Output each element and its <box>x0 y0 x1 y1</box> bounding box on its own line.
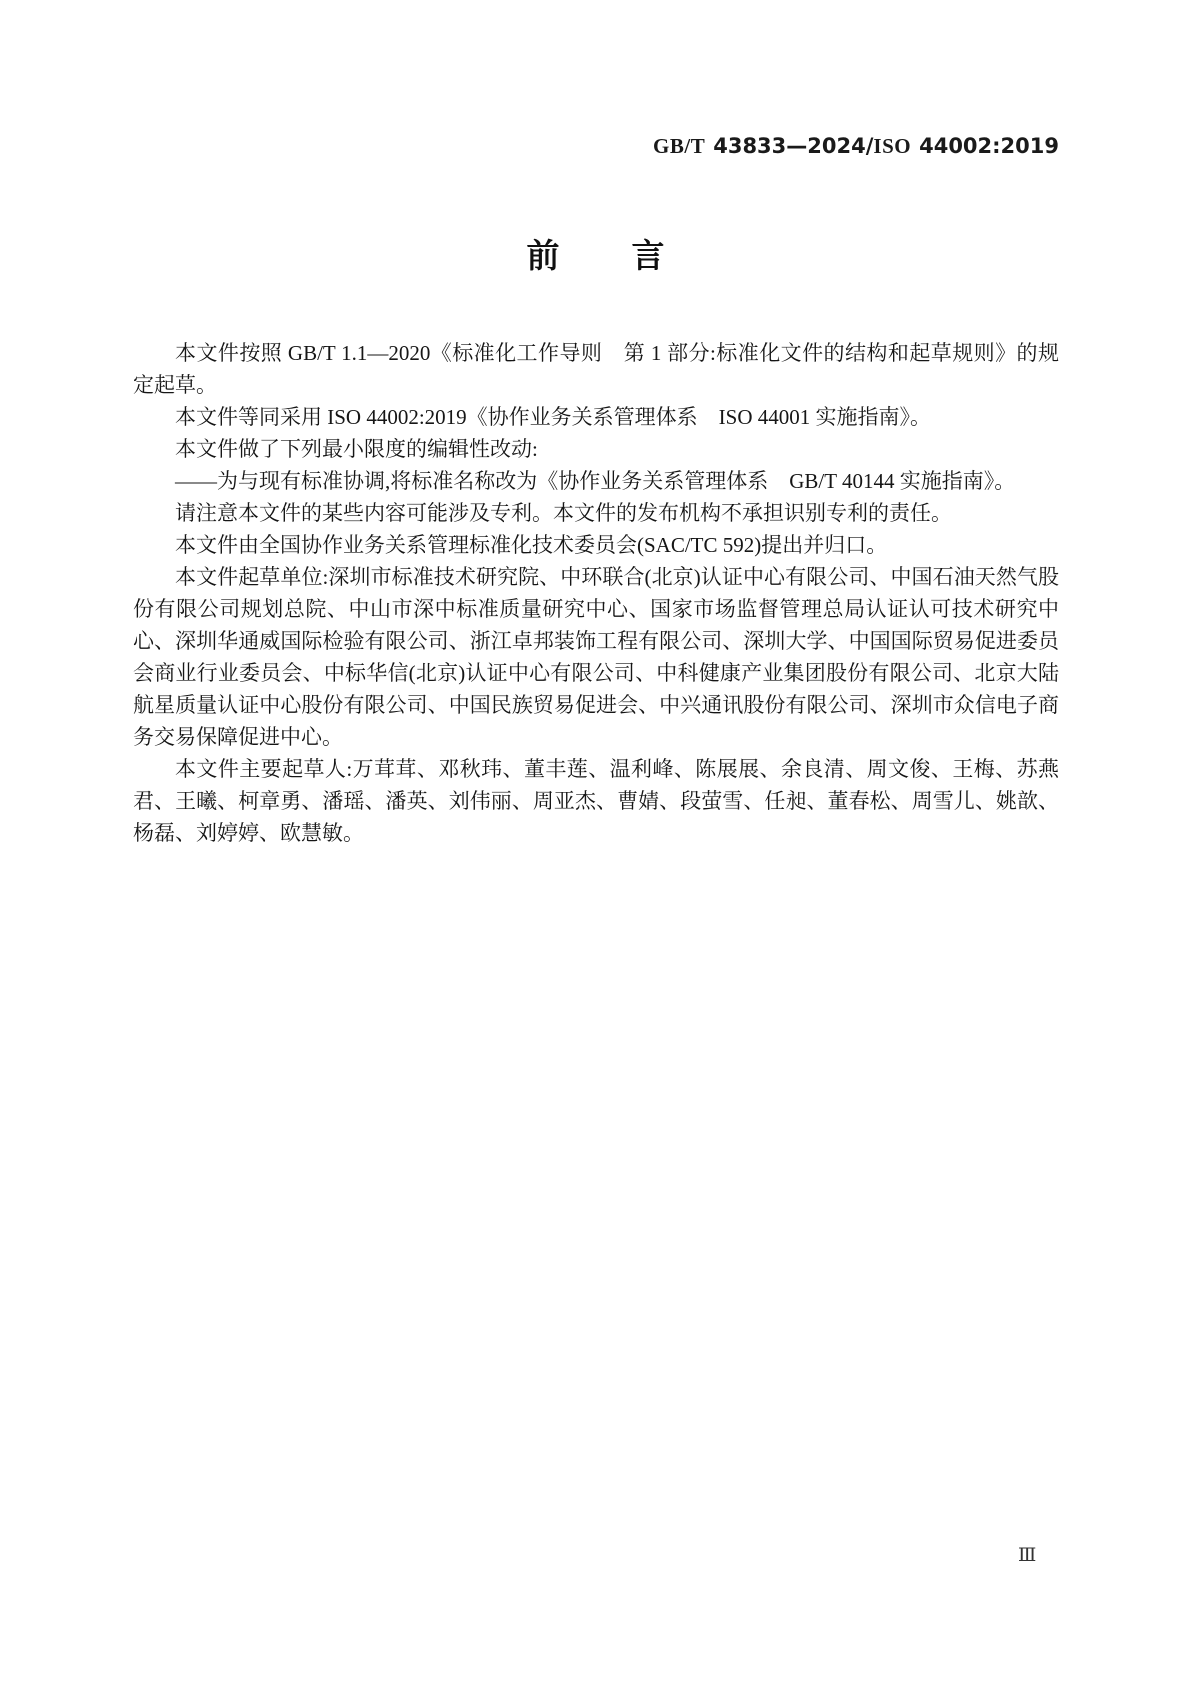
page-title <box>0 230 1191 277</box>
paragraph-drafting-organizations: 本文件起草单位:深圳市标准技术研究院、中环联合(北京)认证中心有限公司、中国石油天然气股份有限公司规划总院、中山市深中标准质量研究中心、国家市场监督管理总局认证认可技术研究中心、深圳华通威国际检验有限公司、浙江卓邦装饰工程有限公司、深圳大学、中国国际贸易促进委员会商业行业委员会、中标华信(北京)认证中心有限公司、中科健康产业集团股份有限公司、北京大陆航星质量认证中心股份有限公司、中国民族贸易促进会、中兴通讯股份有限公司、深圳市众信电子商务交易保障促进中心。 <box>133 565 1059 749</box>
paragraph-drafting-rule: 本文件按照 GB/T 1.1—2020《标准化工作导则 第 1 部分:标准化文件的结构和起草规则》的规定起草。 <box>133 341 1059 397</box>
foreword-body <box>133 337 1059 849</box>
standard-number-header <box>133 134 1059 159</box>
title-char-left: 前 <box>526 237 560 274</box>
standard-code-gbt: GB/T <box>653 134 706 158</box>
paragraph-committee: 本文件由全国协作业务关系管理标准化技术委员会(SAC/TC 592)提出并归口。 <box>175 533 888 557</box>
title-char-right: 言 <box>631 237 665 274</box>
standard-number-part2: 44002:2019 <box>919 134 1059 158</box>
dash-list-item-name-change: ——为与现有标准协调,将标准名称改为《协作业务关系管理体系 GB/T 40144 实施指南》。 <box>175 469 1016 493</box>
page-number: Ⅲ <box>1018 1545 1037 1566</box>
paragraph-patent-notice: 请注意本文件的某些内容可能涉及专利。本文件的发布机构不承担识别专利的责任。 <box>175 501 952 525</box>
paragraph-editorial-changes-intro: 本文件做了下列最小限度的编辑性改动: <box>175 437 538 461</box>
standard-number-slash: / <box>865 134 874 158</box>
standard-number-part1: 43833—2024 <box>713 134 866 158</box>
paragraph-iso-adoption: 本文件等同采用 ISO 44002:2019《协作业务关系管理体系 ISO 44001 实施指南》。 <box>175 405 932 429</box>
standard-code-iso: ISO <box>873 134 912 158</box>
paragraph-drafters: 本文件主要起草人:万茸茸、邓秋玮、董丰莲、温利峰、陈展展、余良清、周文俊、王梅、苏燕君、王曦、柯章勇、潘瑶、潘英、刘伟丽、周亚杰、曹婧、段萤雪、任昶、董春松、周雪儿、姚歆、杨磊、刘婷婷、欧慧敏。 <box>133 757 1059 845</box>
